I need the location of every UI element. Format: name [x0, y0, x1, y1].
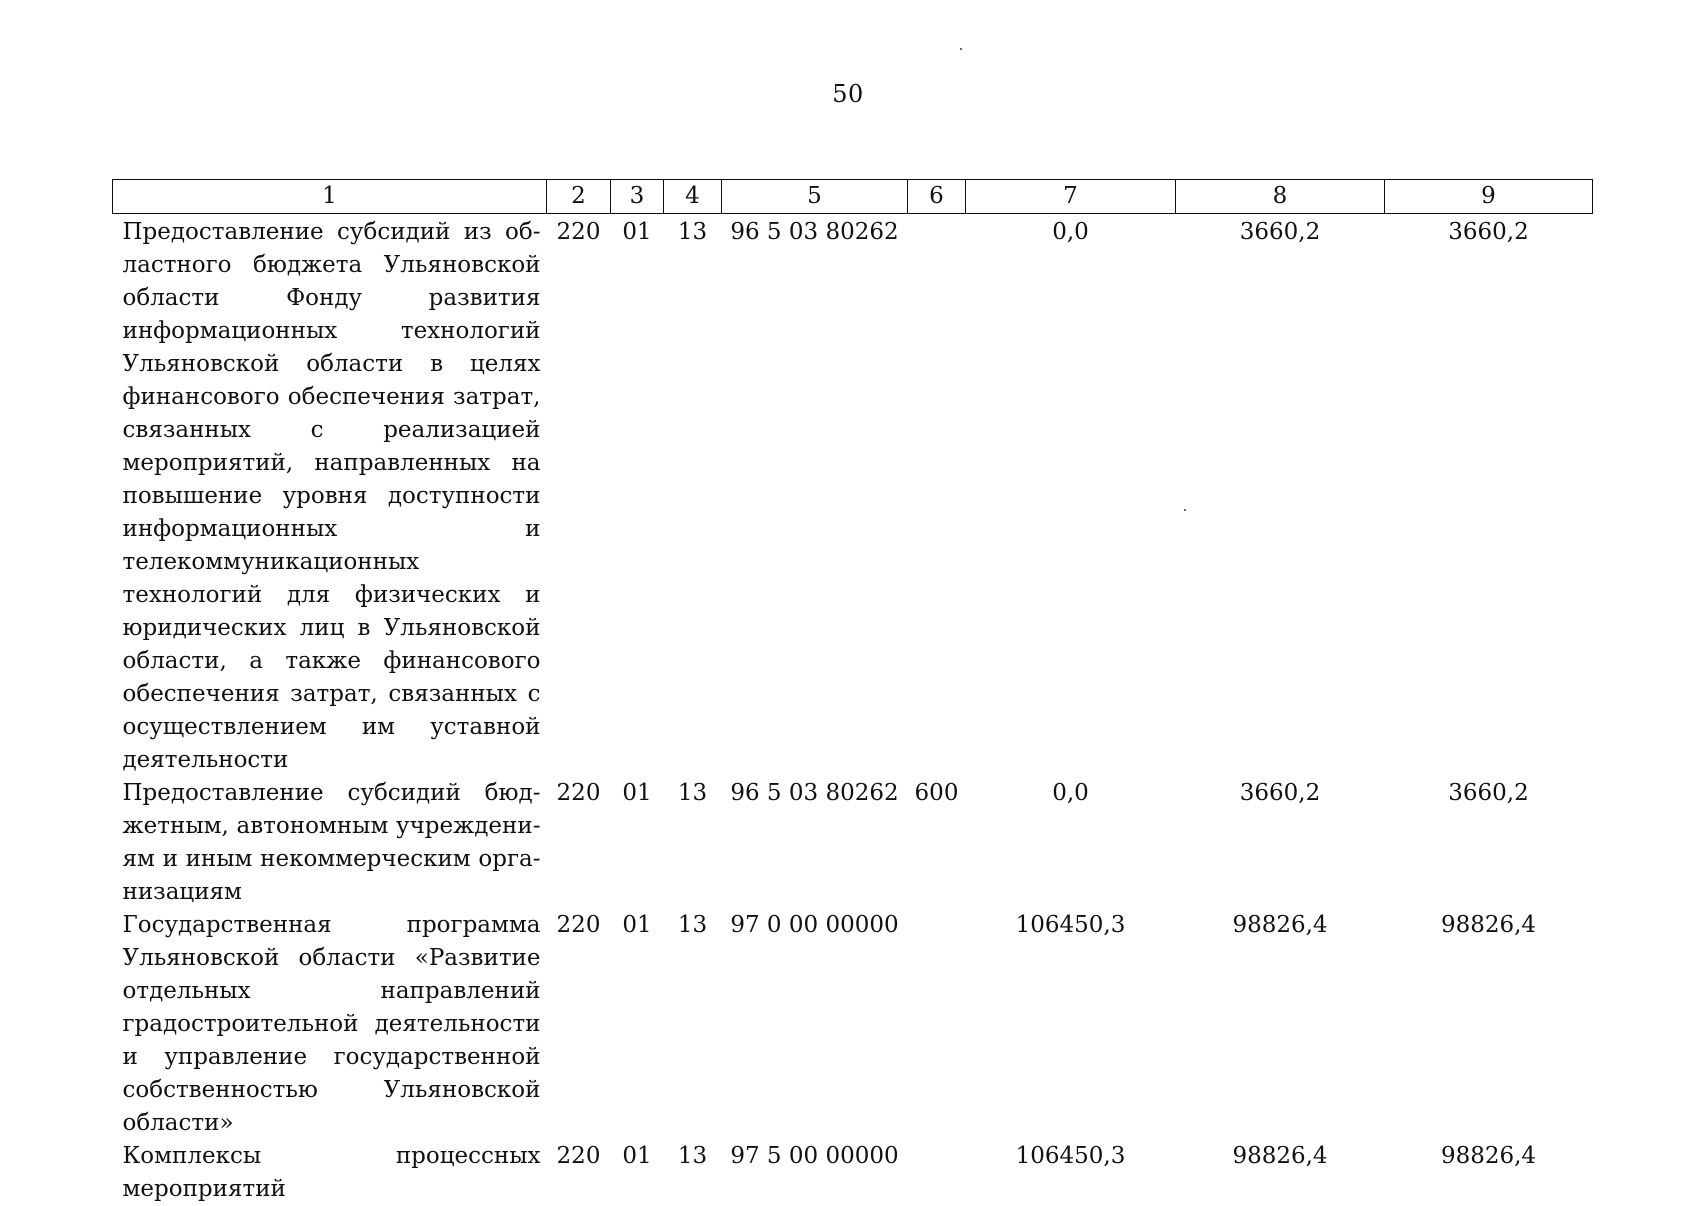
cell-col4: 13: [677, 219, 708, 245]
cell-col7: 0,0: [1052, 219, 1089, 245]
cell-col5: 96 5 03 80262: [730, 780, 899, 806]
cell-col6: 600: [914, 780, 959, 806]
cell-col2: 220: [556, 219, 601, 245]
table-row: [113, 1140, 1593, 1206]
row-description: Комплексы процессных мероприятий: [122, 1143, 541, 1202]
cell-col8: 98826,4: [1232, 1143, 1328, 1169]
cell-col4: 13: [677, 912, 708, 938]
cell-col3: 01: [622, 219, 652, 245]
cell-col9: 3660,2: [1448, 219, 1529, 245]
cell-col5: 97 0 00 00000: [730, 912, 899, 938]
header-cell: 7: [966, 180, 1176, 214]
header-cell: 9: [1385, 180, 1593, 214]
budget-table: [112, 179, 1593, 1206]
cell-col7: 0,0: [1052, 780, 1089, 806]
header-cell: 4: [664, 180, 722, 214]
cell-col8: 3660,2: [1239, 219, 1321, 245]
cell-col6: [908, 214, 966, 778]
cell-col4: 13: [677, 1143, 708, 1169]
cell-col6: [908, 909, 966, 1140]
cell-col3: 01: [622, 1143, 652, 1169]
scan-speck: [960, 48, 962, 50]
cell-col5: 96 5 03 80262: [730, 219, 899, 245]
table-row: [113, 777, 1593, 909]
cell-col9: 3660,2: [1448, 780, 1529, 806]
cell-col6: [908, 1140, 966, 1206]
row-description: Государственная программа Ульяновской области «Развитие отдельных направлений градостроительной деятельности и управление государственной собственностью Ульяновской области»: [122, 912, 541, 1136]
header-cell: 8: [1176, 180, 1385, 214]
header-cell: 3: [611, 180, 664, 214]
header-cell: 6: [908, 180, 966, 214]
cell-col7: 106450,3: [1015, 912, 1126, 938]
cell-col8: 3660,2: [1239, 780, 1321, 806]
cell-col9: 98826,4: [1440, 912, 1537, 938]
cell-col2: 220: [556, 912, 601, 938]
header-cell: 2: [547, 180, 611, 214]
table-header-row: [113, 180, 1593, 214]
cell-col7: 106450,3: [1015, 1143, 1126, 1169]
cell-col2: 220: [556, 780, 601, 806]
header-cell: 1: [113, 180, 547, 214]
cell-col2: 220: [556, 1143, 601, 1169]
cell-col4: 13: [677, 780, 708, 806]
cell-col9: 98826,4: [1440, 1143, 1537, 1169]
row-description: Предоставление субсидий из областного бюджета Ульяновской области Фонду развития информационных технологий Ульяновской области в целях финансового обеспечения затрат, связанных с реализацией мероприятий, направленных на повышение уровня доступности информационных и телекоммуникационных технологий для физических и юридических лиц в Ульяновской области, а также финансового обеспечения затрат, связанных с осуществлением им уставной деятельности: [122, 219, 541, 773]
header-cell: 5: [722, 180, 908, 214]
table-row: [113, 214, 1593, 778]
cell-col3: 01: [622, 780, 652, 806]
row-description: Предоставление субсидий бюджетным, автономным учреждениям и иным некоммерческим организациям: [122, 780, 541, 905]
cell-col8: 98826,4: [1232, 912, 1328, 938]
cell-col3: 01: [622, 912, 652, 938]
cell-col5: 97 5 00 00000: [730, 1143, 899, 1169]
page-number: 50: [832, 80, 864, 108]
table-row: [113, 909, 1593, 1140]
